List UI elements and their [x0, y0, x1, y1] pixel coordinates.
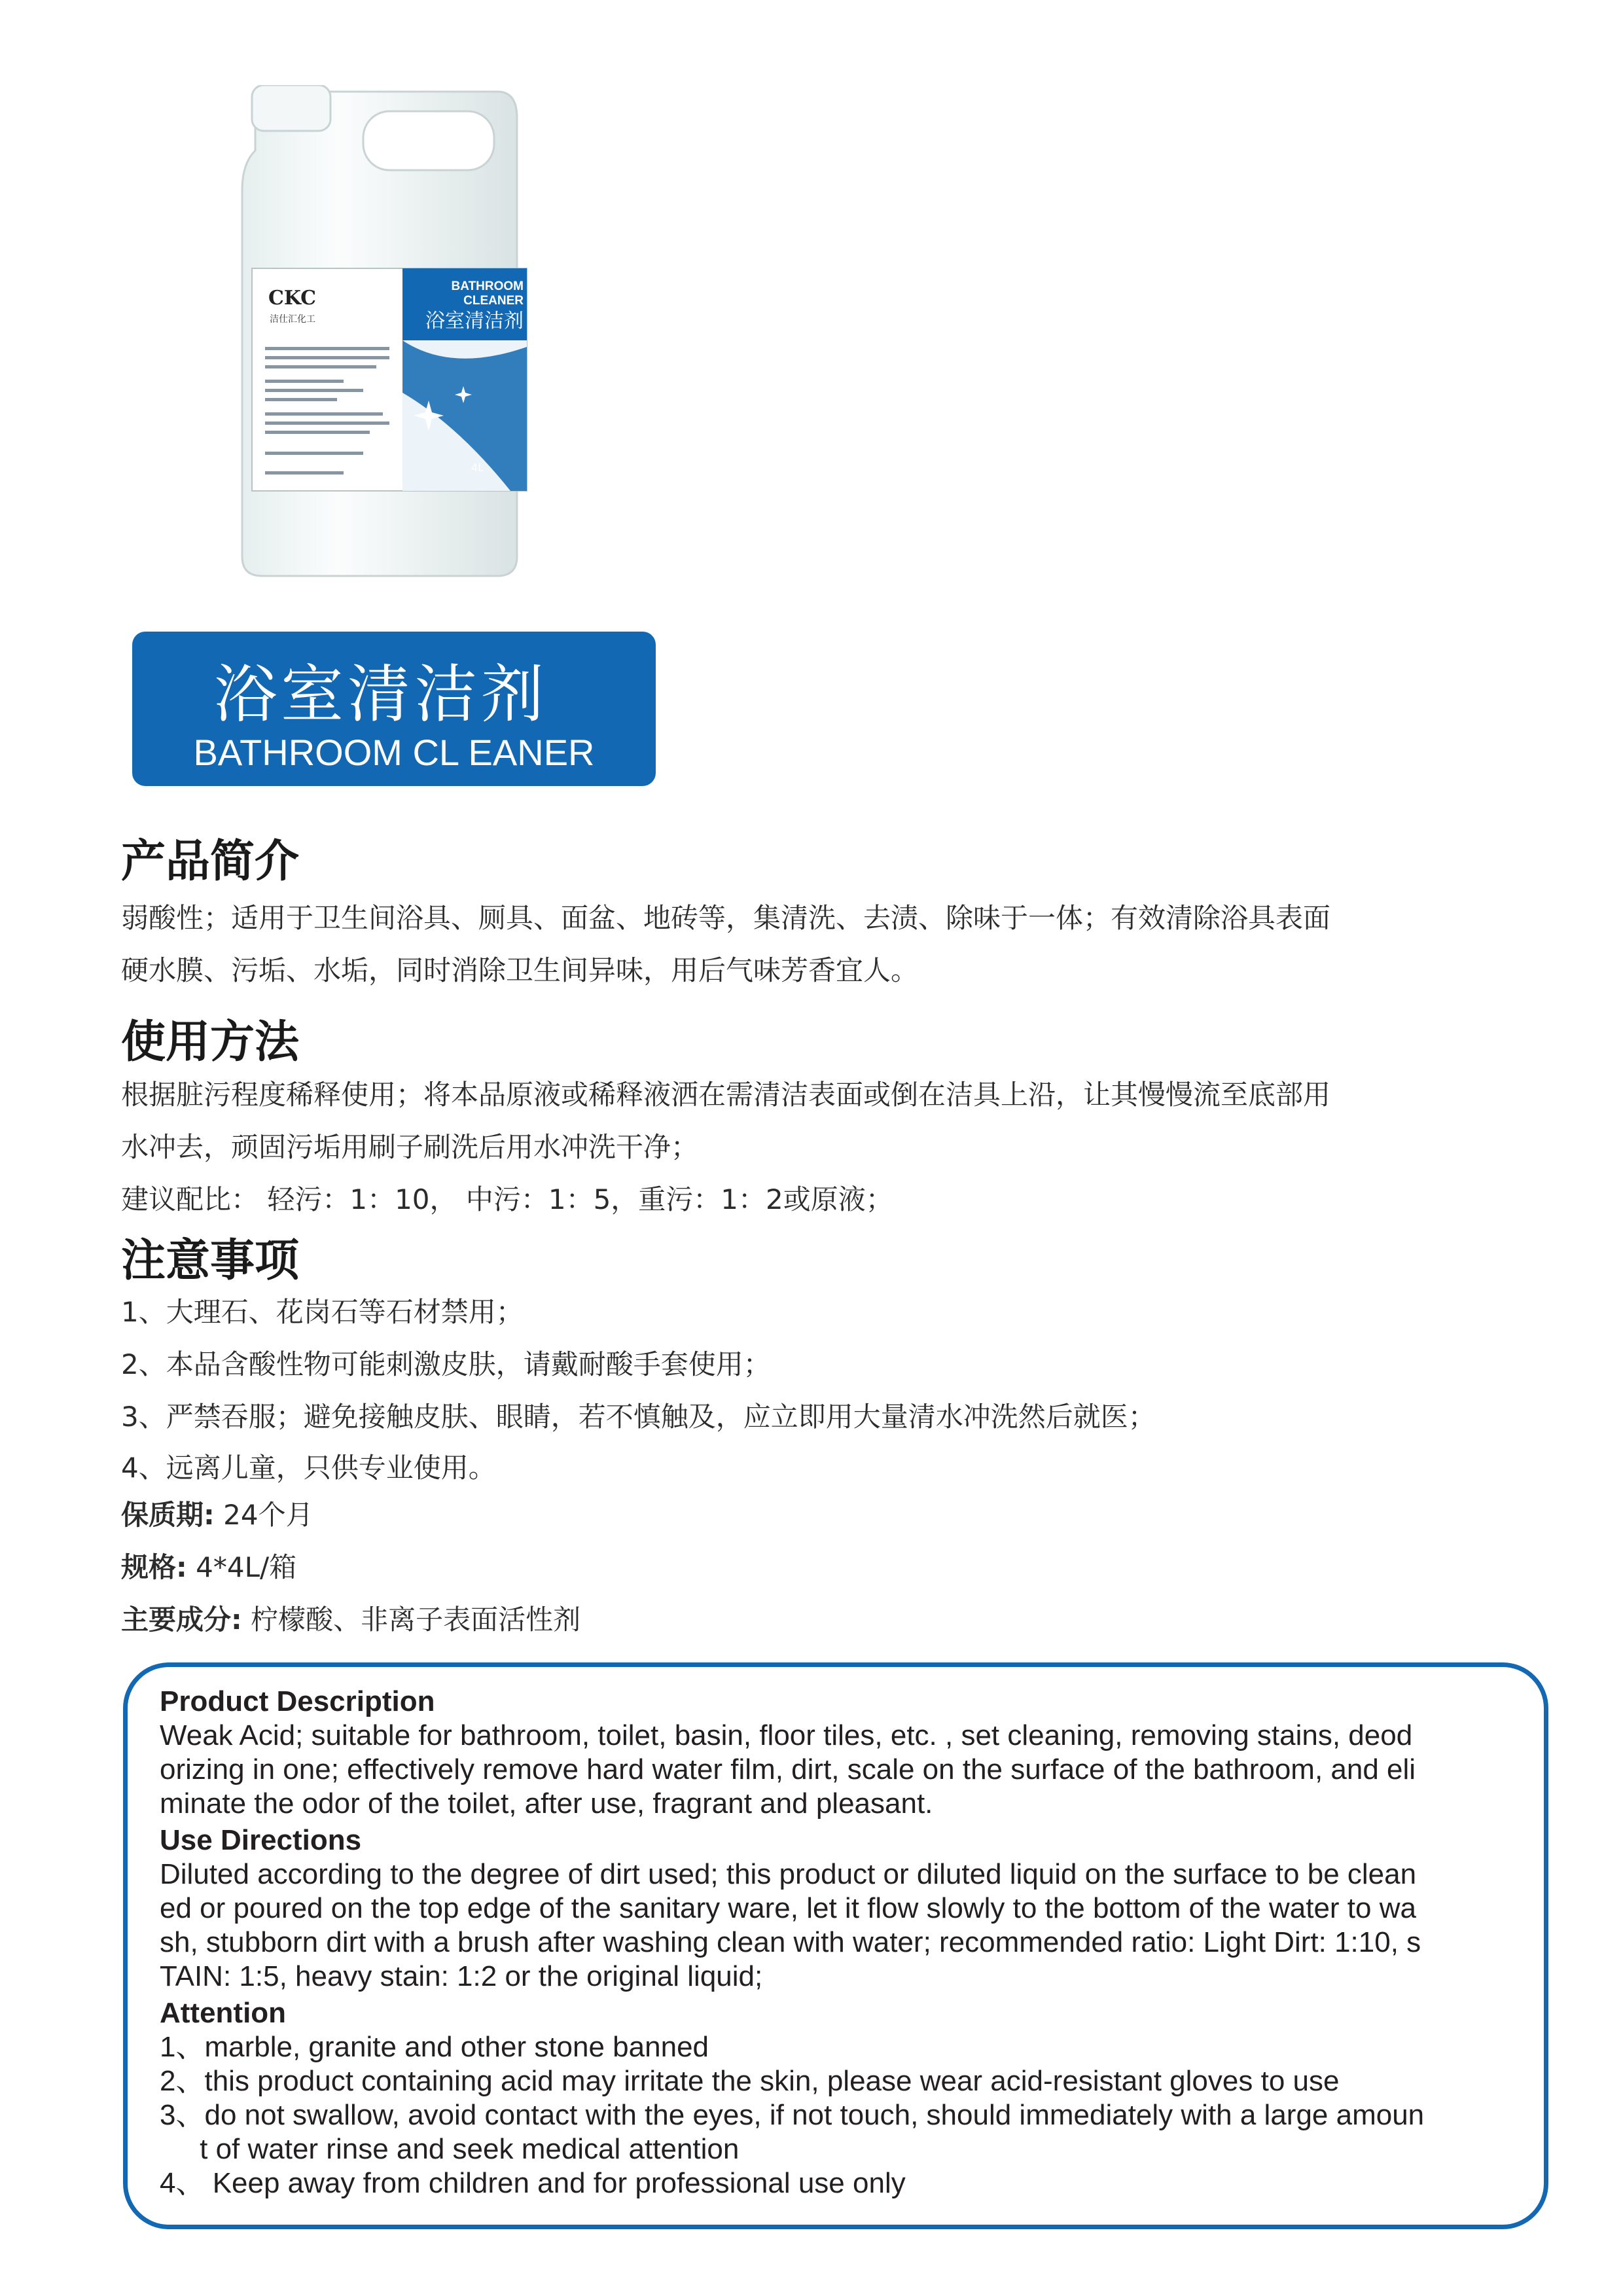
package-size-value: 4*4L/箱 — [187, 1551, 297, 1583]
caution-line: 1、大理石、花岗石等石材禁用； — [121, 1296, 524, 1328]
bottle-label-zh: 浴室清洁剂 — [425, 310, 524, 332]
ingredients-label: 主要成分: — [121, 1604, 242, 1636]
en-desc-heading: Product Description — [160, 1685, 435, 1717]
ingredients — [121, 1598, 580, 1638]
shelf-life-label: 保质期: — [121, 1499, 215, 1531]
en-desc-line: minate the odor of the toilet, after use, fragrant and pleasant. — [160, 1787, 933, 1820]
usage-line: 根据脏污程度稀释使用；将本品原液或稀释液洒在需清洁表面或倒在洁具上沿，让其慢慢流至底部用 — [121, 1079, 1331, 1111]
caution-heading: 注意事项 — [121, 1235, 300, 1287]
en-att-line: 4、 Keep away from children and for professional use only — [160, 2167, 906, 2199]
bottle-brand-sub: 洁仕汇化工 — [270, 314, 315, 325]
bottle-volume: 4L — [471, 461, 484, 474]
title-zh: 浴室清洁剂 — [214, 658, 548, 731]
en-att-heading: Attention — [160, 1997, 287, 2029]
bottle-brand: CKC — [268, 287, 317, 310]
en-att-line: 3、do not swallow, avoid contact with the eyes, if not touch, should immediately with a large amoun — [160, 2099, 1425, 2131]
en-desc-line: orizing in one; effectively remove hard water film, dirt, scale on the surface of the bathroom, and eli — [160, 1753, 1416, 1785]
en-att-line: 2、this product containing acid may irritate the skin, please wear acid-resistant gloves to use — [160, 2065, 1340, 2097]
en-use-line: TAIN: 1:5, heavy stain: 1:2 or the original liquid; — [160, 1960, 763, 1992]
en-desc-line: Weak Acid; suitable for bathroom, toilet, basin, floor tiles, etc. , set cleaning, removing stains, deod — [160, 1719, 1413, 1751]
ingredients-value: 柠檬酸、非离子表面活性剂 — [241, 1604, 581, 1636]
caution-line: 3、严禁吞服；避免接触皮肤、眼睛，若不慎触及，应立即用大量清水冲洗然后就医； — [121, 1401, 1156, 1433]
intro-line: 硬水膜、污垢、水垢，同时消除卫生间异味，用后气味芳香宜人。 — [121, 954, 919, 986]
en-use-heading: Use Directions — [160, 1824, 362, 1856]
title-plate — [132, 632, 656, 786]
en-use-line: sh, stubborn dirt with a brush after washing clean with water; recommended ratio: Light Dirt: 1:10, s — [160, 1926, 1421, 1958]
caution-line: 2、本品含酸性物可能刺激皮肤，请戴耐酸手套使用； — [121, 1348, 771, 1380]
en-att-line: t of water rinse and seek medical attention — [160, 2133, 740, 2165]
usage-heading: 使用方法 — [121, 1016, 300, 1068]
usage-line: 水冲去，顽固污垢用刷子刷洗后用水冲洗干净； — [121, 1131, 699, 1163]
shelf-life-value: 24个月 — [214, 1499, 313, 1531]
en-use-line: ed or poured on the top edge of the sanitary ware, let it flow slowly to the bottom of the water to wa — [160, 1892, 1416, 1924]
caution-line: 4、远离儿童，只供专业使用。 — [121, 1452, 496, 1484]
product-bottle-image — [236, 85, 537, 583]
title-en: BATHROOM CL EANER — [193, 732, 595, 773]
usage-ratio-line: 建议配比： 轻污：1：10， 中污：1：5，重污：1：2或原液； — [121, 1183, 893, 1215]
bottle-label-en-2: CLEANER — [463, 294, 524, 308]
en-use-line: Diluted according to the degree of dirt used; this product or diluted liquid on the surface to be clean — [160, 1858, 1417, 1890]
intro-line: 弱酸性；适用于卫生间浴具、厕具、面盆、地砖等，集清洗、去渍、除味于一体；有效清除浴具表面 — [121, 902, 1331, 934]
package-size-label: 规格: — [121, 1551, 187, 1583]
intro-heading: 产品简介 — [121, 836, 300, 888]
package-size — [121, 1546, 296, 1585]
en-att-line: 1、marble, granite and other stone banned — [160, 2031, 709, 2063]
shelf-life — [121, 1494, 313, 1533]
bottle-label-en-1: BATHROOM — [451, 279, 524, 293]
